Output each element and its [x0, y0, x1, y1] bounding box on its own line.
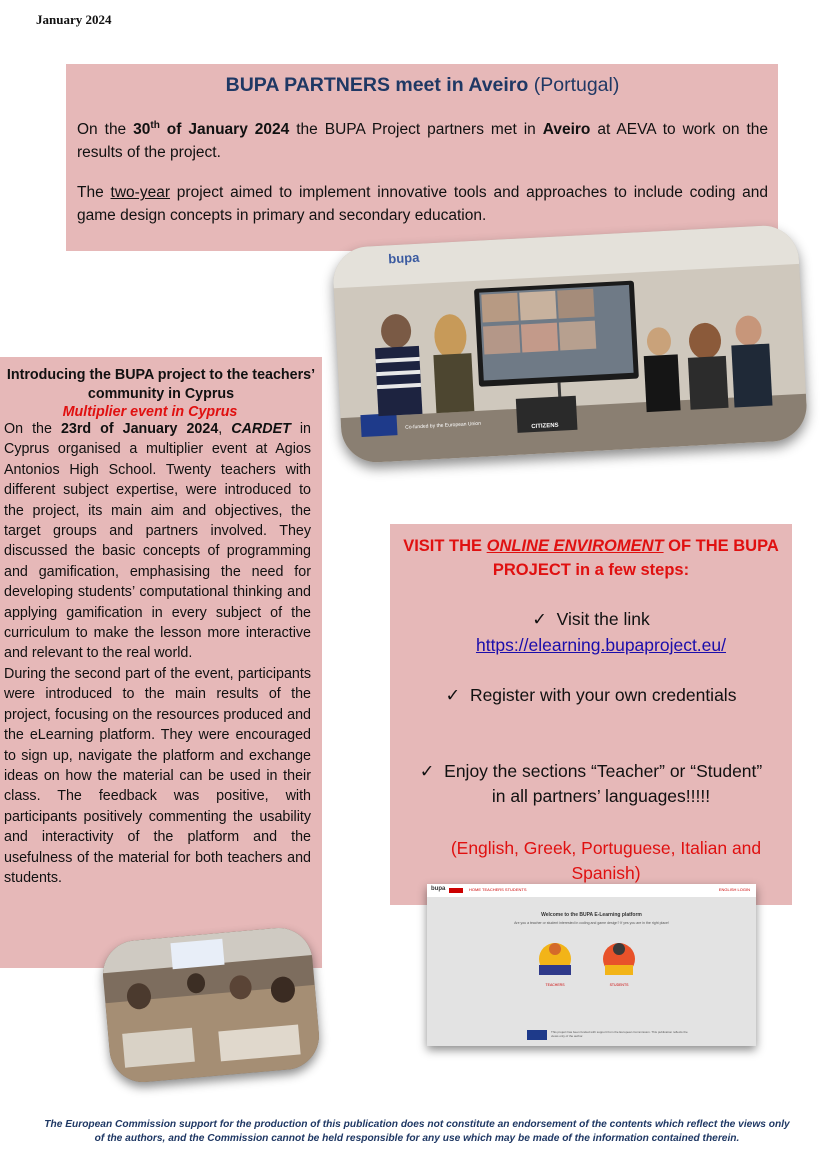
aveiro-article — [66, 64, 778, 251]
elearning-link[interactable]: https://elearning.bupaproject.eu/ — [475, 635, 727, 655]
aveiro-title: BUPA PARTNERS meet in Aveiro (Portugal) — [225, 74, 620, 96]
elearn-logo: bupa — [431, 886, 446, 892]
classroom-photo — [100, 925, 322, 1085]
elearn-illustrations — [427, 929, 756, 1029]
link-row — [400, 633, 802, 658]
step-enjoy-sections: ✓ Enjoy the sections “Teacher” or “Student” — [419, 761, 763, 781]
elearn-students-label: STUDENTS — [609, 983, 629, 987]
elearning-platform-screenshot — [427, 884, 756, 1046]
cyprus-body — [4, 419, 311, 888]
elearn-menu: HOME TEACHERS STUDENTS — [469, 887, 527, 892]
elearn-footer-text: This project has been funded with support from the European Commission. This publication reflects the views only of the author. — [551, 1030, 688, 1038]
photo-logo-text: bupa — [387, 249, 420, 267]
partners-meeting-photo — [332, 224, 809, 464]
check-icon: ✓ — [532, 609, 547, 629]
newsletter-date: January 2024 — [36, 12, 112, 27]
elearn-teachers-label: TEACHERS — [545, 983, 565, 987]
visit-online-environment-box — [390, 524, 792, 905]
elearn-intro: Are you a teacher or student interested in coding and game design? If yes you are in the right place! — [514, 921, 669, 925]
partner-languages: (English, Greek, Portuguese, Italian and Spanish) — [450, 838, 762, 883]
cyprus-title: Introducing the BUPA project to the teachers’ community in Cyprus — [6, 367, 316, 402]
elearn-login-badge — [449, 888, 463, 893]
cyprus-paragraph-2: During the second part of the event, participants were introduced to the main results of the project, focusing on the resources produced and the eLearning platform. They were encouraged to sign up, navigate the platform and exchange ideas on how the material can be used in their class. The feedback was positive, with participants positively commenting the usability and interactivity of the platform and the usefulness of the material for both teachers and students. — [4, 665, 311, 886]
check-icon: ✓ — [445, 685, 461, 705]
cyprus-article — [0, 357, 322, 968]
classroom-photo-illustration — [100, 925, 322, 1085]
eu-flag-icon — [527, 1030, 547, 1040]
aveiro-paragraph-2: The two-year project aimed to implement innovative tools and approaches to include coding and game design concepts in primary and secondary education. — [77, 184, 769, 225]
cyprus-subtitle: Multiplier event in Cyprus — [62, 404, 238, 420]
eu-disclaimer: The European Commission support for the production of this publication does not constitute an endorsement of the contents which reflect the views only of the authors, and the Commission cannot be held responsible for any use which may be made of the information contained therein. — [44, 1119, 790, 1144]
aveiro-paragraph-1: On the 30th of January 2024 the BUPA Project partners met in Aveiro at AEVA to work on the results of the project. — [77, 120, 769, 162]
meeting-photo-illustration — [332, 224, 809, 464]
step-visit-link: ✓ Visit the link — [532, 609, 650, 629]
photo-eu-text: Co-funded by the European Union — [404, 420, 482, 431]
cyprus-paragraph-1: On the 23rd of January 2024, CARDET in Cyprus organised a multiplier event at Agios Antonios High School. Twenty teachers with different subject expertise, were introduced to the project, its main aim and objectives, the target groups and partners involved. They discussed the basic concepts of programming and gamification, emphasising the need for developing students’ computational thinking and applying gamification in every subject of the curriculum to make the lesson more interactive and relevant to the real world. — [4, 421, 311, 662]
photo-badge-text: CITIZENS — [531, 422, 559, 431]
check-icon: ✓ — [419, 761, 435, 781]
elearn-navbar — [427, 884, 756, 897]
step-enjoy-languages: in all partners’ languages!!!!! — [491, 786, 711, 806]
elearn-welcome-title: Welcome to the BUPA E-Learning platform — [541, 912, 642, 918]
step-register: ✓ Register with your own credentials — [445, 685, 737, 705]
elearn-language-login: ENGLISH LOGIN — [718, 887, 750, 892]
visit-title: VISIT THE ONLINE ENVIROMENT OF THE BUPA PROJECT in a few steps: — [403, 537, 779, 579]
